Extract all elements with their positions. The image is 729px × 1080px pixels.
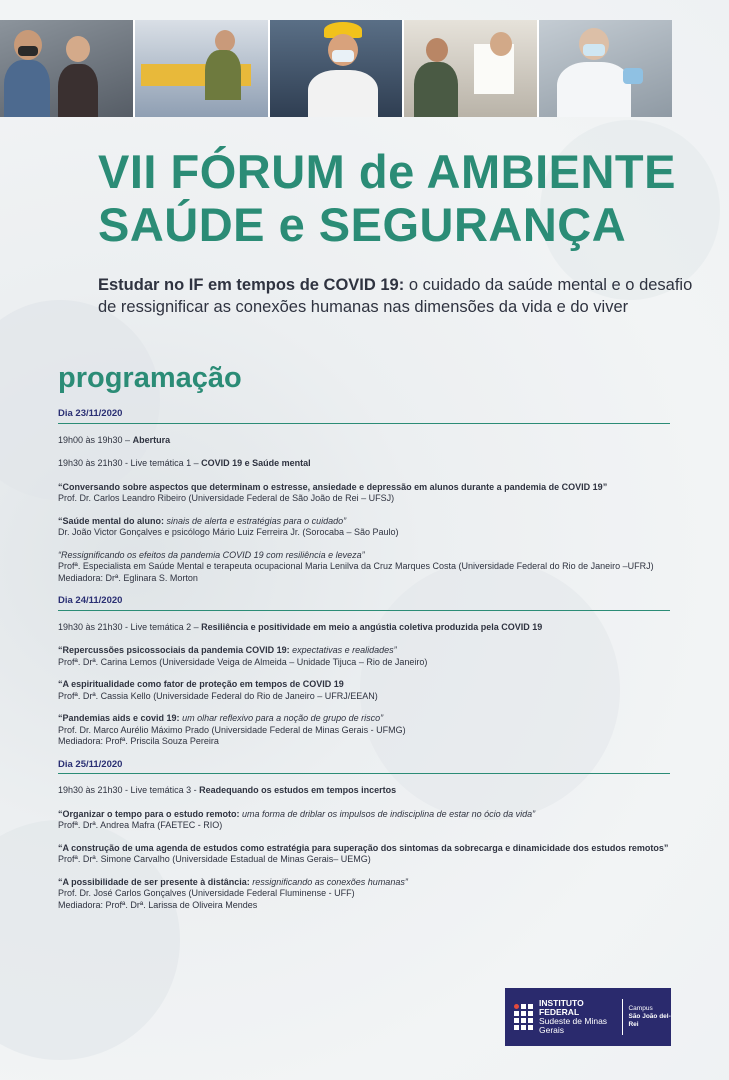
talk-speaker: Profª. Drª. Cassia Kello (Universidade Federal do Rio de Janeiro – UFRJ/EEAN)	[58, 690, 378, 701]
campus-name	[623, 1005, 671, 1029]
event-time: 19h30 às 21h30 - Live temática 3 -	[58, 785, 200, 795]
program-schedule	[58, 408, 670, 922]
talk-item	[58, 516, 670, 539]
talk-item	[58, 482, 670, 505]
institution-logo	[505, 988, 671, 1046]
day-date: Dia 23/11/2020	[58, 408, 670, 424]
talk-title: “Repercussões psicossociais da pandemia COVID 19:	[58, 645, 290, 655]
photo-doctor-with-mask	[539, 20, 672, 117]
header-photo-strip	[0, 20, 672, 117]
event-item	[58, 435, 670, 447]
talk-speaker: Dr. João Victor Gonçalves e psicólogo Mário Luiz Ferreira Jr. (Sorocaba – São Paulo)	[58, 527, 399, 537]
talk-title: “A possibilidade de ser presente à distância:	[58, 876, 250, 887]
talk-mediator: Mediadora: Profª. Drª. Larissa de Oliveira Mendes	[58, 899, 258, 910]
talk-item	[58, 877, 670, 912]
photo-woman-on-bench	[135, 20, 270, 117]
talk-item	[58, 809, 670, 832]
event-time: 19h30 às 21h30 - Live temática 1 –	[58, 458, 202, 468]
event-label: Abertura	[132, 434, 171, 445]
subtitle-rest: o cuidado da saúde mental e o desafio de ressignificar as conexões humanas nas dimensões da vida e do viver	[98, 276, 693, 316]
talk-item	[58, 550, 670, 585]
event-item	[58, 458, 670, 470]
talk-item	[58, 679, 670, 702]
event-label: Resiliência e positividade em meio a angústia coletiva produzida pela COVID 19	[201, 621, 543, 632]
talk-title: “A construção de uma agenda de estudos como estratégia para superação dos sintomas da sobrecarga e dinamicidade dos estudos remotos”	[58, 842, 669, 853]
forum-subtitle	[98, 274, 698, 318]
institute-line-1: INSTITUTO	[539, 998, 584, 1008]
talk-title-line	[58, 877, 670, 889]
talk-title-line	[58, 645, 670, 657]
talk-mediator: Mediadora: Profª. Priscila Souza Pereira	[58, 736, 219, 746]
event-time: 19h00 às 19h30 –	[58, 434, 133, 445]
program-heading: programação	[58, 362, 242, 394]
institute-name	[539, 999, 623, 1035]
day-date: Dia 24/11/2020	[58, 595, 670, 611]
talk-title-line	[58, 550, 670, 562]
talk-title: “Ressignificando os efeitos da pandemia COVID 19 com resiliência e leveza”	[58, 549, 365, 560]
talk-speaker: Profª. Especialista em Saúde Mental e terapeuta ocupacional Maria Lenilva da Cruz Marques Costa (Universidade Federal do Rio de Janeiro –UFRJ)	[58, 561, 654, 571]
day-date: Dia 25/11/2020	[58, 759, 670, 775]
talk-subtitle: expectativas e realidades”	[289, 645, 397, 655]
talk-item	[58, 645, 670, 668]
event-item	[58, 622, 670, 634]
campus-value: São João del-Rei	[628, 1013, 671, 1028]
talk-speaker: Profª. Drª. Carina Lemos (Universidade Veiga de Almeida – Unidade Tijuca – Rio de Janeiro)	[58, 656, 428, 667]
talk-subtitle: ressignificando as conexões humanas”	[249, 876, 408, 887]
talk-title: “Organizar o tempo para o estudo remoto:	[58, 808, 240, 819]
talk-title-line	[58, 679, 670, 691]
talk-speaker: Profª. Drª. Andrea Mafra (FAETEC - RIO)	[58, 820, 223, 830]
talk-title: “Saúde mental do aluno:	[58, 515, 165, 526]
talk-item	[58, 843, 670, 866]
day-section	[58, 759, 670, 912]
talk-title: “Pandemias aids e covid 19:	[58, 713, 180, 723]
talk-subtitle: um olhar reflexivo para a noção de grupo de risco”	[179, 713, 384, 723]
talk-speaker: Prof. Dr. Carlos Leandro Ribeiro (Universidade Federal de São João de Rei – UFSJ)	[58, 493, 395, 503]
talk-speaker: Prof. Dr. José Carlos Gonçalves (Universidade Federal Fluminense - UFF)	[58, 888, 355, 898]
talk-subtitle: sinais de alerta e estratégias para o cuidado”	[164, 515, 347, 526]
day-section	[58, 408, 670, 584]
talk-title-line	[58, 843, 670, 855]
event-time: 19h30 às 21h30 - Live temática 2 –	[58, 621, 202, 632]
day-section	[58, 595, 670, 748]
photo-people-in-masks	[0, 20, 135, 117]
talk-title-line	[58, 516, 670, 528]
talk-title: “Conversando sobre aspectos que determinam o estresse, ansiedade e depressão em alunos durante a pandemia de COVID 19”	[58, 481, 608, 492]
campus-label: Campus	[628, 1005, 653, 1012]
talk-speaker: Prof. Dr. Marco Aurélio Máximo Prado (Universidade Federal de Minas Gerais - UFMG)	[58, 724, 406, 735]
event-label: COVID 19 e Saúde mental	[201, 458, 311, 468]
institute-line-2: FEDERAL	[539, 1007, 580, 1017]
talk-title-line	[58, 482, 670, 494]
forum-title-line-1: VII FÓRUM de AMBIENTE	[98, 145, 676, 198]
talk-speaker: Profª. Drª. Simone Carvalho (Universidade Estadual de Minas Gerais– UEMG)	[58, 854, 371, 864]
photo-worker-hard-hat	[270, 20, 405, 117]
talk-subtitle: uma forma de driblar os impulsos de indisciplina de estar no ócio da vida”	[239, 808, 536, 819]
talk-item	[58, 713, 670, 748]
photo-woman-at-desk	[404, 20, 539, 117]
subtitle-bold: Estudar no IF em tempos de COVID 19:	[98, 276, 405, 294]
talk-title-line	[58, 713, 670, 725]
forum-title-line-2: SAÚDE e SEGURANÇA	[98, 197, 627, 251]
talk-title-line	[58, 809, 670, 821]
talk-title: “A espiritualidade como fator de proteção em tempos de COVID 19	[58, 679, 344, 689]
institute-grid-icon	[514, 1004, 533, 1030]
forum-title	[98, 146, 676, 251]
event-item	[58, 785, 670, 797]
event-label: Readequando os estudos em tempos incertos	[199, 785, 397, 795]
talk-mediator: Mediadora: Drª. Eglinara S. Morton	[58, 572, 198, 583]
institute-line-3: Sudeste de Minas Gerais	[539, 1016, 608, 1035]
